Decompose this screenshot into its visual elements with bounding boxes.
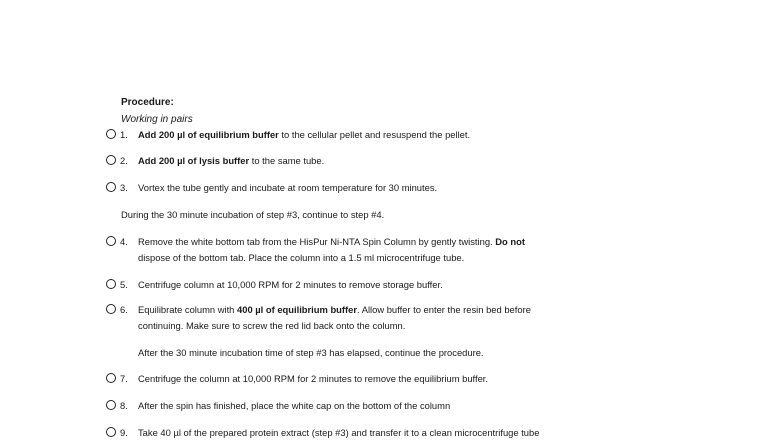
checkbox-circle-icon[interactable] xyxy=(106,304,116,314)
step-number: 9. xyxy=(120,427,128,438)
step-number: 5. xyxy=(120,279,128,290)
checkbox-circle-icon[interactable] xyxy=(106,236,116,246)
step-number: 4. xyxy=(120,236,128,247)
step-number: 1. xyxy=(120,129,128,140)
step-number: 6. xyxy=(120,304,128,315)
procedure-subheading: Working in pairs xyxy=(121,114,193,125)
checkbox-circle-icon[interactable] xyxy=(106,373,116,383)
procedure-heading: Procedure: xyxy=(121,97,174,108)
step-number: 8. xyxy=(120,400,128,411)
checkbox-circle-icon[interactable] xyxy=(106,427,116,437)
procedure-note: During the 30 minute incubation of step #3, continue to step #4. xyxy=(121,209,385,220)
step-text: Take 40 µl of the prepared protein extract (step #3) and transfer it to a clean microcentrifuge tube xyxy=(138,427,540,438)
step-text: Add 200 µl of lysis buffer to the same tube. xyxy=(138,155,325,166)
checkbox-circle-icon[interactable] xyxy=(106,182,116,192)
step-number: 7. xyxy=(120,373,128,384)
checkbox-circle-icon[interactable] xyxy=(106,400,116,410)
step-text: After the spin has finished, place the white cap on the bottom of the column xyxy=(138,400,451,411)
step-text: Equilibrate column with 400 µl of equilibrium buffer. Allow buffer to enter the resin bed before continuing. Make sure to screw the red lid back onto the column. xyxy=(138,304,531,331)
step-number: 2. xyxy=(120,155,128,166)
checkbox-circle-icon[interactable] xyxy=(106,279,116,289)
checkbox-circle-icon[interactable] xyxy=(106,129,116,139)
step-text: Vortex the tube gently and incubate at room temperature for 30 minutes. xyxy=(138,182,438,193)
step-text: Add 200 µl of equilibrium buffer to the cellular pellet and resuspend the pellet. xyxy=(138,129,471,140)
step-text: Centrifuge column at 10,000 RPM for 2 minutes to remove storage buffer. xyxy=(138,279,443,290)
step-number: 3. xyxy=(120,182,128,193)
step-text: Remove the white bottom tab from the HisPur Ni-NTA Spin Column by gently twisting. Do not dispose of the bottom tab. Place the column into a 1.5 ml microcentrifuge tube. xyxy=(138,236,525,263)
checkbox-circle-icon[interactable] xyxy=(106,155,116,165)
step-text: Centrifuge the column at 10,000 RPM for 2 minutes to remove the equilibrium buffer. xyxy=(138,373,489,384)
procedure-note: After the 30 minute incubation time of step #3 has elapsed, continue the procedure. xyxy=(138,347,484,358)
